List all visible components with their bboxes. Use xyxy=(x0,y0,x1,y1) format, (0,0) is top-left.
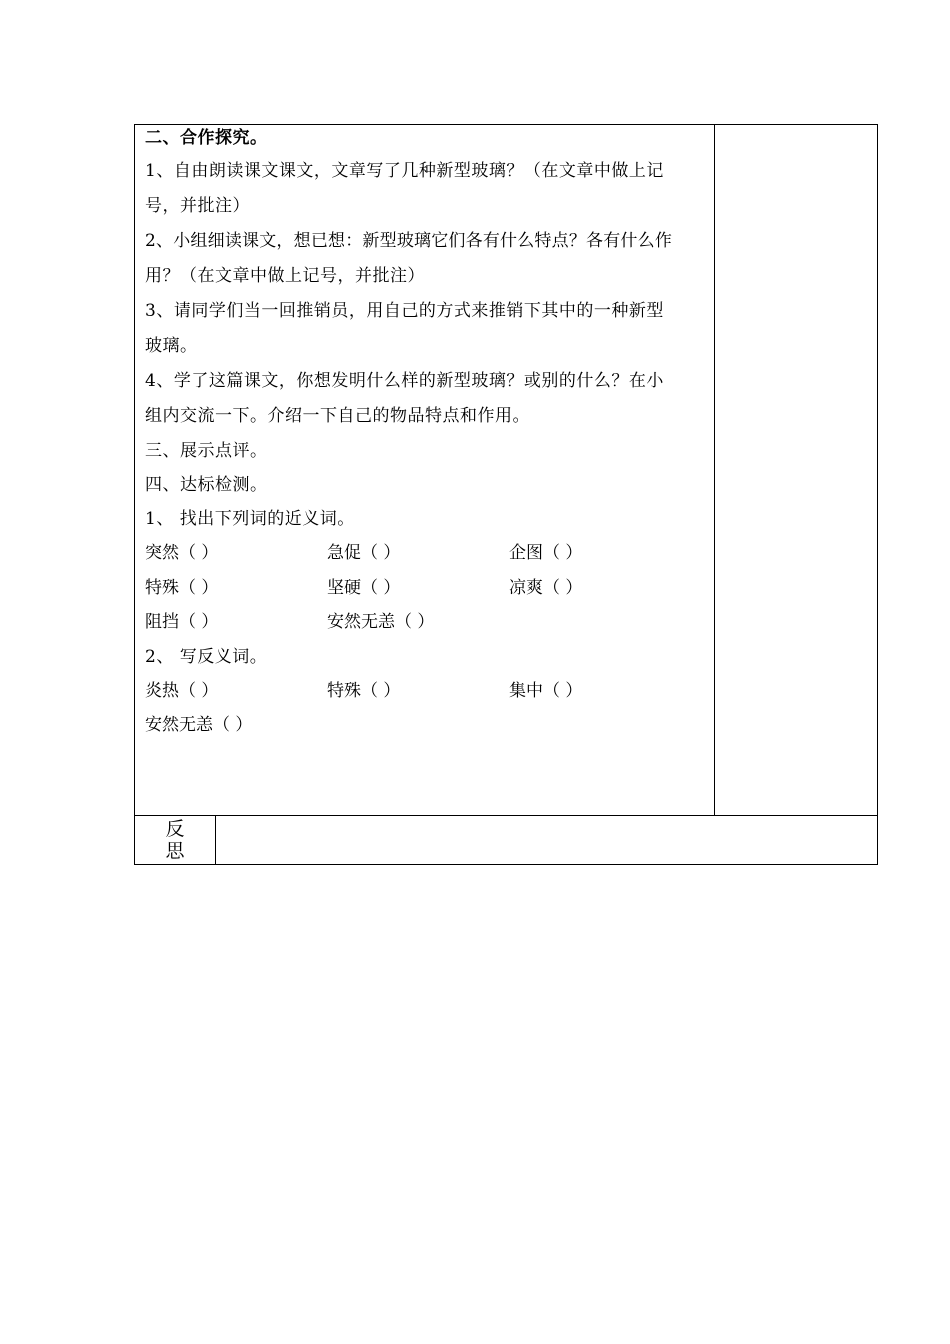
antonym-item: 集中（ ） xyxy=(509,680,583,701)
synonym-item: 特殊（ ） xyxy=(145,577,219,598)
paragraph-line: 1、自由朗读课文课文，文章写了几种新型玻璃？（在文章中做上记 xyxy=(145,161,664,181)
main-content-cell xyxy=(145,125,707,743)
reflection-label-char: 思 xyxy=(165,840,185,862)
paragraph-line: 组内交流一下。介绍一下自己的物品特点和作用。 xyxy=(145,406,530,426)
reflection-label-char: 反 xyxy=(165,818,185,840)
synonym-row xyxy=(145,605,707,640)
paragraph-line: 玻璃。 xyxy=(145,336,198,356)
notes-column xyxy=(715,125,877,815)
antonym-item: 炎热（ ） xyxy=(145,680,219,701)
antonym-item: 安然无恙（ ） xyxy=(145,715,253,735)
reflection-cell xyxy=(216,816,877,864)
synonym-row xyxy=(145,536,707,571)
antonym-row xyxy=(145,674,707,709)
synonym-item: 安然无恙（ ） xyxy=(327,612,435,632)
exercise-heading: 1、 找出下列词的近义词。 xyxy=(145,509,355,529)
paragraph-line: 3、请同学们当一回推销员，用自己的方式来推销下其中的一种新型 xyxy=(145,301,664,321)
paragraph-line: 号，并批注） xyxy=(145,196,250,216)
subsection-heading: 四、达标检测。 xyxy=(145,475,268,495)
synonym-item: 凉爽（ ） xyxy=(509,577,583,598)
paragraph-line: 2、小组细读课文，想已想：新型玻璃它们各有什么特点？各有什么作 xyxy=(145,231,673,251)
synonym-item: 阻挡（ ） xyxy=(145,612,219,632)
section-heading: 二、合作探究。 xyxy=(145,128,268,148)
antonym-row xyxy=(145,708,707,743)
paragraph-line: 4、学了这篇课文，你想发明什么样的新型玻璃？或别的什么？在小 xyxy=(145,371,664,391)
exercise-heading: 2、 写反义词。 xyxy=(145,646,268,667)
paragraph-line: 用？（在文章中做上记号，并批注） xyxy=(145,266,425,286)
subsection-heading: 三、展示点评。 xyxy=(145,441,268,461)
synonym-row xyxy=(145,571,707,606)
synonym-item: 突然（ ） xyxy=(145,543,219,563)
reflection-label xyxy=(135,815,215,865)
synonym-item: 坚硬（ ） xyxy=(327,577,401,598)
synonym-item: 急促（ ） xyxy=(327,543,401,563)
antonym-item: 特殊（ ） xyxy=(327,680,401,701)
lesson-table xyxy=(134,124,878,865)
synonym-item: 企图（ ） xyxy=(509,543,583,563)
